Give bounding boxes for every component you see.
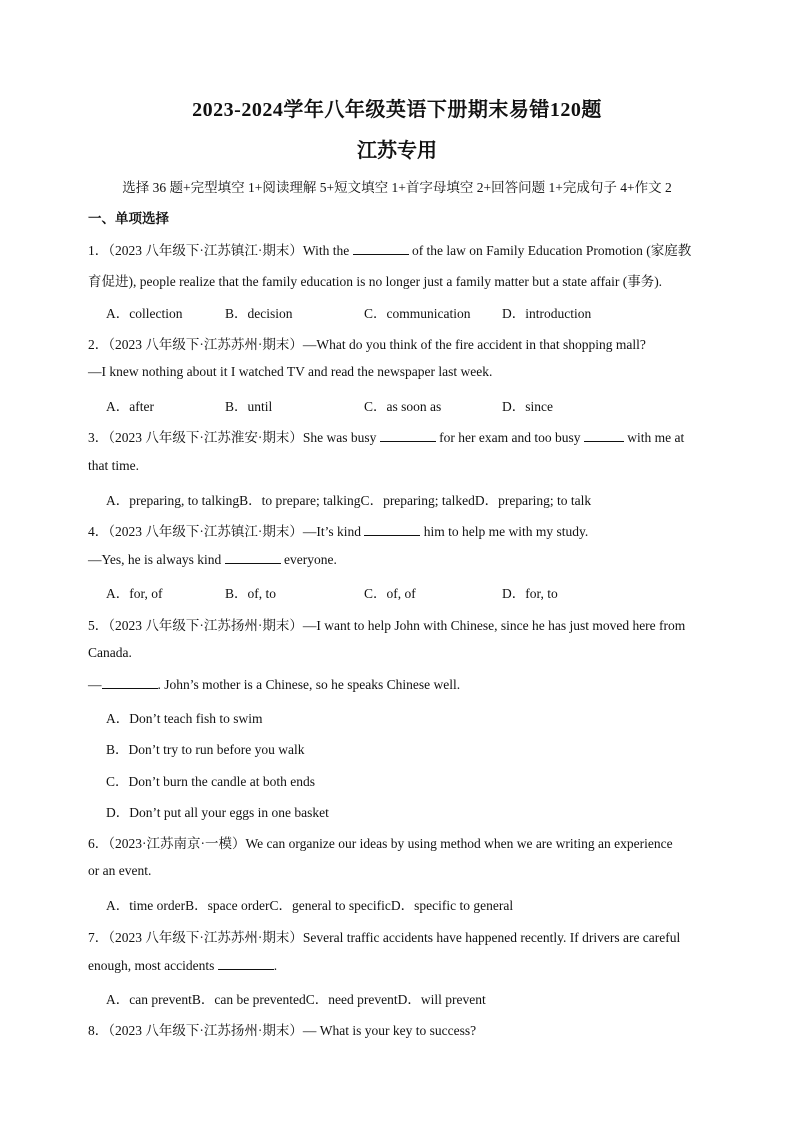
question-5-line-3: — . John’s mother is a Chinese, so he speaks Chinese well.	[88, 677, 461, 692]
q1-option-d: D．introduction	[502, 306, 592, 321]
question-7-line-1: 7．（2023 八年级下·江苏苏州·期末）Several traffic accidents have happened recently. If drivers are careful	[88, 930, 681, 945]
question-2-line-1: 2．（2023 八年级下·江苏苏州·期末）—What do you think of the fire accident in that shopping mall?	[88, 337, 646, 352]
question-8-line-1: 8．（2023 八年级下·江苏扬州·期末）— What is your key to success?	[88, 1023, 477, 1038]
answer-blank	[364, 523, 420, 536]
question-6-line-1: 6．（2023·江苏南京·一模）We can organize our ideas by using method when we are writing an experience	[88, 836, 673, 851]
answer-blank	[218, 957, 274, 970]
question-5-line-1: 5．（2023 八年级下·江苏扬州·期末）—I want to help John with Chinese, since he has just moved here from	[88, 618, 686, 633]
answer-blank	[380, 429, 436, 442]
question-1-line-1: 1．（2023 八年级下·江苏镇江·期末）With the of the law on Family Education Promotion (家庭教	[88, 243, 692, 258]
q4-option-a: A．for, of	[106, 586, 163, 601]
question-6-line-2: or an event.	[88, 863, 152, 878]
question-3-line-2: that time.	[88, 458, 139, 473]
section-heading: 一、单项选择	[88, 211, 169, 226]
q7-options: A．can preventB．can be preventedC．need preventD．will prevent	[106, 992, 486, 1007]
answer-blank	[584, 429, 624, 442]
question-summary: 选择 36 题+完型填空 1+阅读理解 5+短文填空 1+首字母填空 2+回答问题 1+完成句子 4+作文 2	[122, 180, 672, 195]
q1-option-c: C．communication	[364, 306, 471, 321]
question-7-line-2: enough, most accidents .	[88, 958, 278, 973]
q2-option-b: B．until	[225, 399, 273, 414]
q4-option-d: D．for, to	[502, 586, 558, 601]
q6-options: A．time orderB．space orderC．general to specificD．specific to general	[106, 898, 514, 913]
answer-blank	[353, 242, 409, 255]
page-subtitle: 江苏专用	[357, 140, 437, 162]
question-4-line-2: —Yes, he is always kind everyone.	[88, 552, 337, 567]
question-4-line-1: 4．（2023 八年级下·江苏镇江·期末）—It’s kind him to help me with my study.	[88, 524, 589, 539]
question-2-line-2: —I knew nothing about it I watched TV and read the newspaper last week.	[88, 364, 493, 379]
page-title: 2023-2024学年八年级英语下册期末易错120题	[192, 99, 602, 121]
q5-option-c: C．Don’t burn the candle at both ends	[106, 774, 315, 789]
q1-option-a: A．collection	[106, 306, 183, 321]
question-1-line-2: 育促进), people realize that the family education is no longer just a family matter but a state affair (事务).	[88, 274, 663, 289]
question-5-line-2: Canada.	[88, 645, 132, 660]
q2-option-a: A．after	[106, 399, 154, 414]
q4-option-b: B．of, to	[225, 586, 277, 601]
answer-blank	[102, 676, 158, 689]
q5-option-d: D．Don’t put all your eggs in one basket	[106, 805, 329, 820]
question-3-line-1: 3．（2023 八年级下·江苏淮安·期末）She was busy for her exam and too busy with me at	[88, 430, 685, 445]
q2-option-d: D．since	[502, 399, 553, 414]
q4-option-c: C．of, of	[364, 586, 416, 601]
answer-blank	[225, 551, 281, 564]
q3-options: A．preparing, to talkingB．to prepare; talkingC．preparing; talkedD．preparing; to talk	[106, 493, 592, 508]
q1-option-b: B．decision	[225, 306, 293, 321]
q5-option-b: B．Don’t try to run before you walk	[106, 742, 305, 757]
q5-option-a: A．Don’t teach fish to swim	[106, 711, 263, 726]
q2-option-c: C．as soon as	[364, 399, 442, 414]
